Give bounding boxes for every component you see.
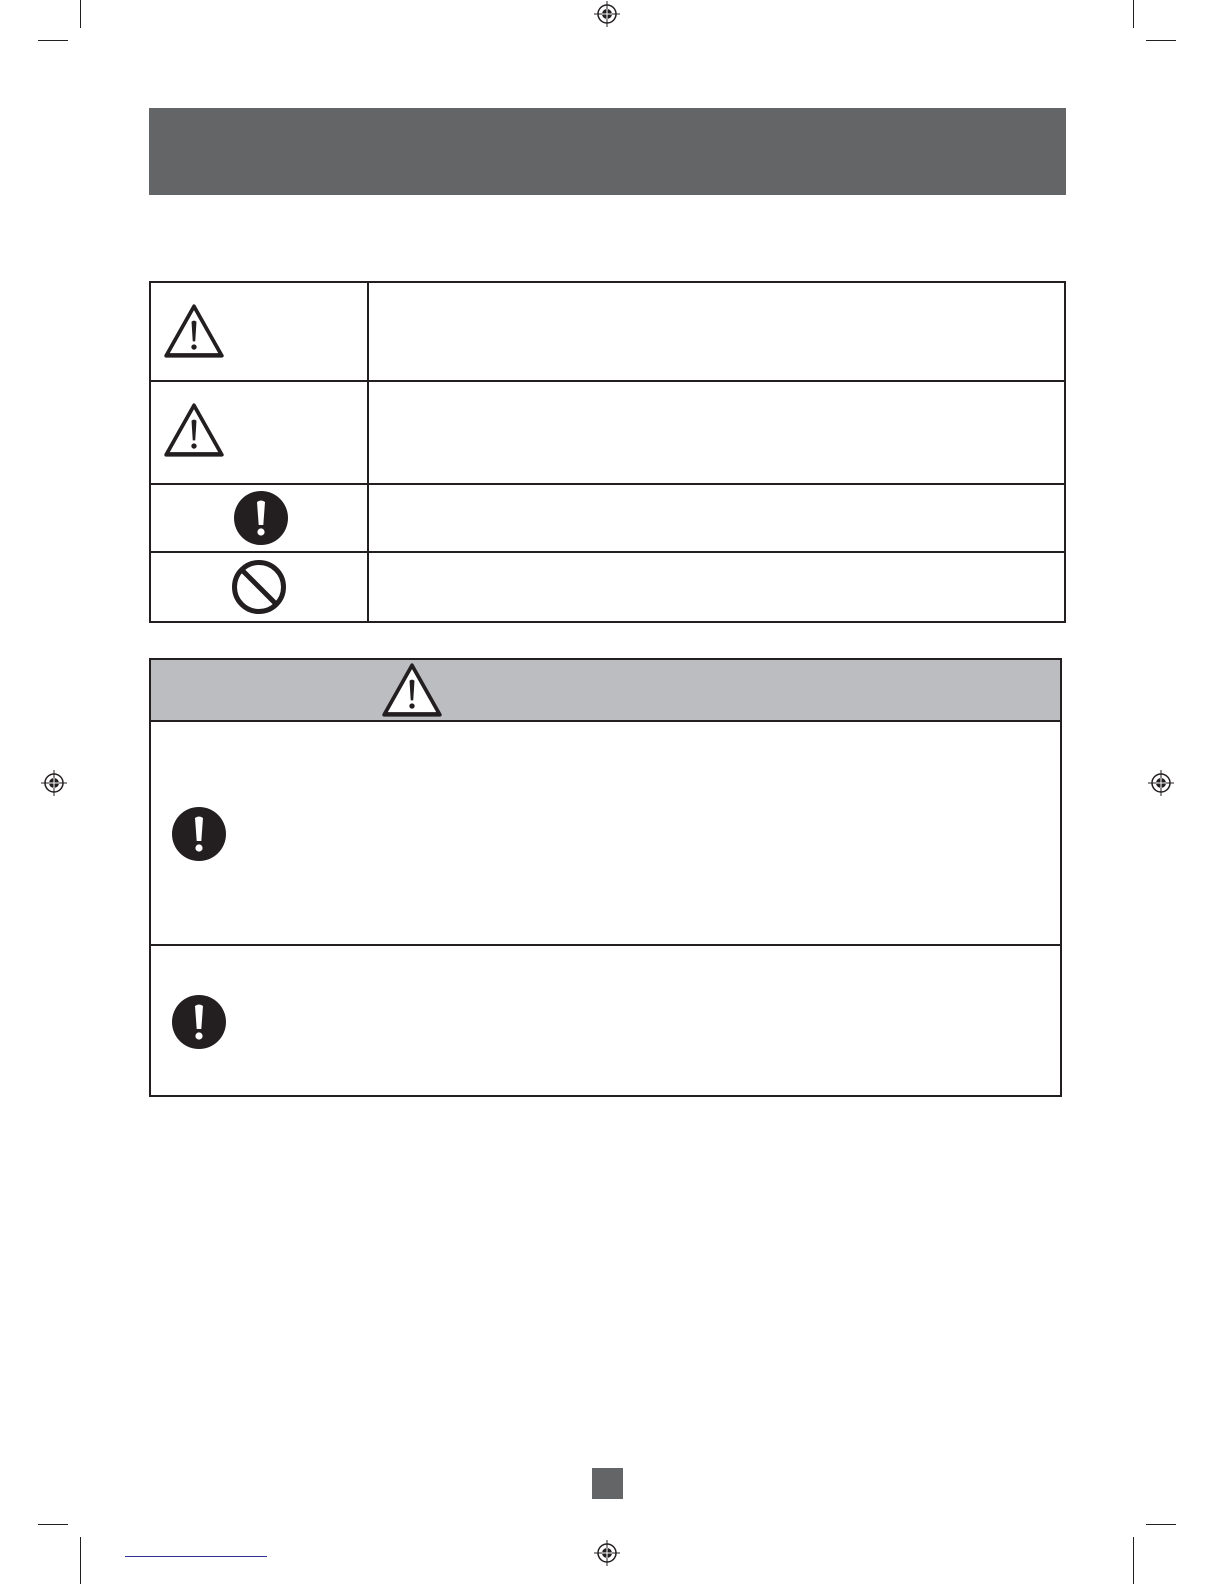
crop-mark-top-left-h (38, 40, 68, 41)
registration-mark-top-icon (593, 0, 621, 28)
crop-mark-top-right-v (1133, 0, 1134, 28)
legend-icon-cell (151, 382, 367, 483)
mandatory-action-icon (233, 490, 289, 546)
registration-mark-left-icon (40, 769, 68, 797)
legend-icon-cell (151, 485, 367, 551)
legend-row (151, 553, 1064, 623)
crop-mark-top-right-h (1146, 40, 1176, 41)
section-header-bar (149, 108, 1066, 195)
warning-triangle-icon (381, 662, 443, 718)
symbol-legend-table (149, 281, 1066, 623)
warning-triangle-icon (163, 303, 225, 359)
legend-icon-cell (151, 283, 367, 380)
legend-row (151, 382, 1064, 483)
warning-triangle-icon (163, 402, 225, 458)
legend-row (151, 485, 1064, 551)
registration-mark-right-icon (1147, 769, 1175, 797)
footer-rule (125, 1556, 267, 1557)
warning-item (151, 722, 1060, 944)
legend-icon-cell (151, 553, 367, 623)
page-number (592, 1468, 623, 1499)
legend-row (151, 283, 1064, 380)
crop-mark-bottom-left-v (80, 1537, 81, 1584)
crop-mark-top-left-v (80, 0, 81, 28)
crop-mark-bottom-right-v (1133, 1537, 1134, 1584)
warning-section-header (151, 660, 1060, 722)
warning-item (151, 946, 1060, 1095)
mandatory-action-icon (171, 994, 227, 1050)
registration-mark-bottom-icon (593, 1539, 621, 1567)
crop-mark-bottom-right-h (1146, 1524, 1176, 1525)
warning-section (149, 658, 1062, 1097)
mandatory-action-icon (171, 806, 227, 862)
crop-mark-bottom-left-h (38, 1524, 68, 1525)
prohibition-icon (231, 559, 287, 615)
